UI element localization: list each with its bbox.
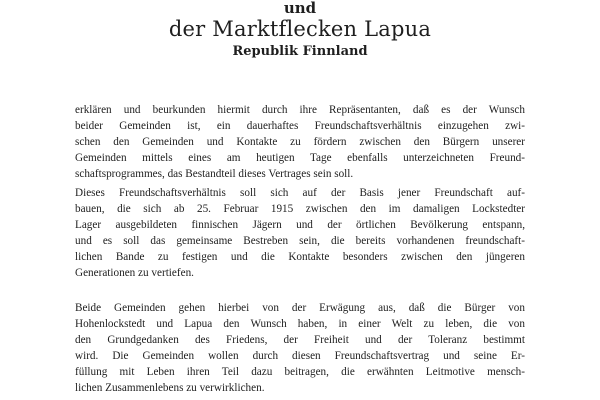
- text-line: wird. Die Gemeinden wollen durch diesen Freundschaftsvertrag und seine Er-: [75, 350, 525, 362]
- text-line: bauen, die sich ab 25. Februar 1915 zwischen den im damaligen Lockstedter: [75, 203, 525, 215]
- text-line: den Grundgedanken des Friedens, der Freiheit und der Toleranz bestimmt: [75, 334, 525, 346]
- document-title: der Marktflecken Lapua: [168, 17, 432, 41]
- heading-und: und: [283, 0, 317, 17]
- text-line: lichen Bande zu festigen und die Kontakte besonders zwischen den jüngeren: [75, 251, 525, 263]
- text-line: lichen Zusammenlebens zu verwirklichen.: [75, 382, 265, 394]
- text-line: Beide Gemeinden gehen hierbei von der Erwägung aus, daß die Bürger von: [75, 302, 525, 314]
- paragraph-declaration: [75, 102, 525, 182]
- paragraph-basis: [75, 185, 525, 281]
- text-line: schen den Gemeinden und Kontakte zu fördern zwischen den Bürgern unserer: [75, 136, 525, 148]
- text-line: Hohenlockstedt und Lapua den Wunsch haben, in einer Welt zu leben, die von: [75, 318, 525, 330]
- text-line: Lager ausgebildeten finnischen Jägern und der örtlichen Bevölkerung entspann,: [75, 219, 525, 231]
- text-line: Dieses Freundschaftsverhältnis soll sich auf der Basis jener Freundschaft auf-: [75, 187, 525, 199]
- text-line: Gemeinden mittels eines am heutigen Tage ebenfalls unterzeichneten Freund-: [75, 152, 525, 164]
- document-subtitle: Republik Finnland: [232, 44, 368, 59]
- text-line: schaftsprogrammes, das Bestandteil dieses Vertrages sein soll.: [75, 168, 354, 180]
- text-line: erklären und beurkunden hiermit durch ihre Repräsentanten, daß es der Wunsch: [75, 104, 525, 116]
- paragraph-intent: [75, 300, 525, 396]
- text-line: füllung mit Leben ihren Teil dazu beitragen, die erwähnten Leitmotive mensch-: [75, 366, 525, 378]
- text-line: und es soll das gemeinsame Bestreben sein, die bereits vorhandenen freundschaft-: [75, 235, 525, 247]
- text-line: beider Gemeinden ist, ein dauerhaftes Freundschaftsverhältnis einzugehen zwi-: [75, 120, 525, 132]
- text-line: Generationen zu vertiefen.: [75, 267, 194, 279]
